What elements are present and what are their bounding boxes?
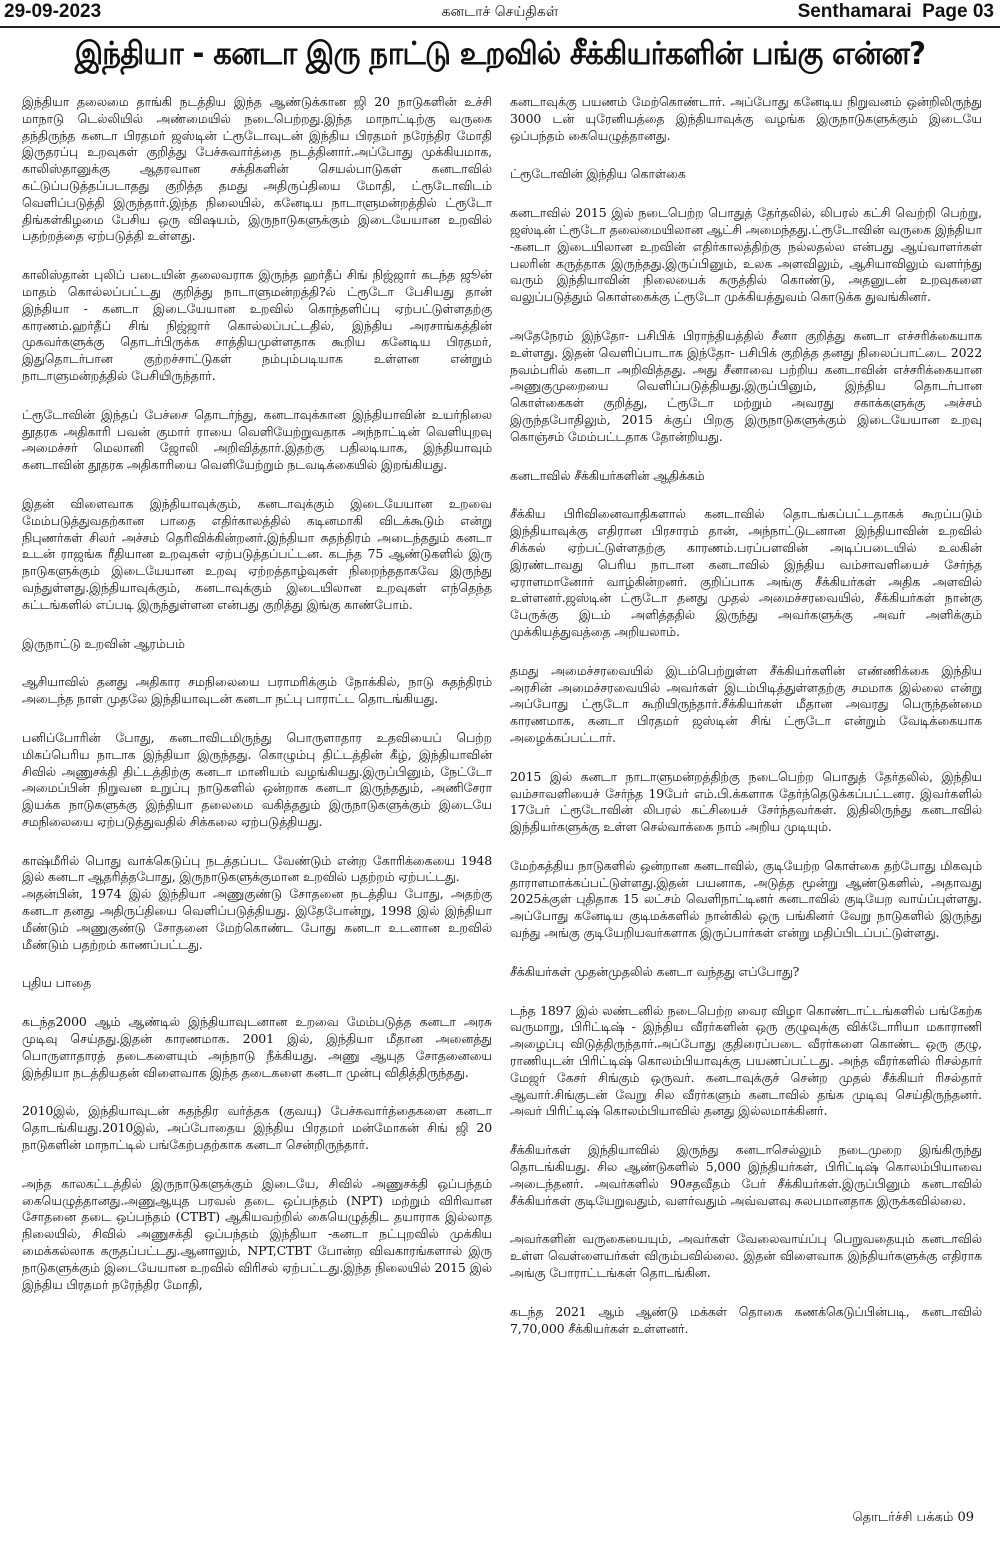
paragraph: கனடாவுக்கு பயணம் மேற்கொண்டார். அப்போது கனேடிய நிறுவனம் ஒன்றிலிருந்து 3000 டன் யுரேனியத்தை இந்தியாவுக்கு வழங்க இருநாடுகளுக்கும் இடையே ஒப்பந்தம் கையெழுத்தானது. (510, 94, 982, 143)
publication-name: Senthamarai (797, 1, 912, 22)
paragraph: மேற்கத்திய நாடுகளில் ஒன்றான கனடாவில், குடியேற்ற கொள்கை தற்போது மிகவும் தாராளமாக்கப்பட்டுள்ளது.இதன் பயனாக, அடுத்த மூன்று ஆண்டுகளில், அதாவது 2025க்குள் புதிதாக 15 லட்சம் வெளிநாட்டினர் கனடாவில் குடியேற வாய்ப்புள்ளது. அப்போது கனேடிய குடிமக்களில் நான்கில் ஒரு பங்கினர் வேறு நாடுகளில் இருந்து வந்து அங்கு குடியேறியவர்களாக இருப்பார்கள் என்று மதிப்பிடப்பட்டுள்ளது. (510, 857, 982, 941)
paragraph: ட்ரூடோவின் இந்தப் பேச்சை தொடர்ந்து, கனடாவுக்கான இந்தியாவின் உயர்நிலை தூதரக அதிகாரி பவன் குமார் ராயை வெளியேற்றுவதாக அந்நாட்டின் வெளியுறவு அமைச்சர் மெலானி ஜோலி அறிவித்தார்.இதற்கு பதிலடியாக, இந்தியாவும் கனடாவின் தூதரக அதிகாரியை வெளியேற்றும் நடவடிக்கையில் இறங்கியது. (22, 406, 492, 473)
paragraph: 2010இல், இந்தியாவுடன் சுதந்திர வர்த்தக (குவயு) பேச்சுவார்த்தைகளை கனடா தொடங்கியது.2010இல், அப்போதைய இந்திய பிரதமர் மன்மோகன் சிங் ஜி 20 நாடுகளின் மாநாட்டில் பங்கேற்பதற்காக கனடா சென்றிருந்தார். (22, 1103, 492, 1153)
paragraph: சீக்கியர்கள் இந்தியாவில் இருந்து கனடாசெல்லும் நடைமுறை இங்கிருந்து தொடங்கியது. சில ஆண்டுகளில் 5,000 இந்தியர்கள், பிரிட்டிஷ் கொலம்பியாவை அடைந்தனர். அவர்களில் 90சதவீதம் பேர் சீக்கியர்கள்.இருப்பினும் கனடாவில் சீக்கியர்கள் குடியேறுவதும், வளர்வதும் அவ்வளவு சுலபமானதாக இருக்கவில்லை. (510, 1142, 982, 1208)
subheading: இருநாட்டு உறவின் ஆரம்பம் (22, 635, 185, 651)
paragraph: பனிப்போரின் போது, கனடாவிடமிருந்து பொருளாதார உதவியைப் பெற்ற மிகப்பெரிய நாடாக இந்தியா இருந்தது. கொழும்பு திட்டத்தின் கீழ், இந்தியாவின் சிவில் அணுசக்தி திட்டத்திற்கு கனடா மானியம் வழங்கியது.இருப்பினும், நேட்டோ அமைப்பின் நிறுவன உறுப்பு நாடுகளில் ஒன்றாக கனடா இருந்ததும், அணிசேரா இயக்க நாடுகளுக்கு இந்தியா தலைமை வகித்ததும் இருநாடுகளுக்கும் இடையே சமநிலையை ஏற்படுத்துவதில் சிக்கலை ஏற்படுத்தியது. (22, 729, 492, 829)
paragraph: இந்தியா தலைமை தாங்கி நடத்திய இந்த ஆண்டுக்கான ஜி 20 நாடுகளின் உச்சி மாநாடு டெல்லியில் அண்மையில் நடைபெற்றது.இந்த மாநாட்டிற்கு வருகை தந்திருந்த கனடா பிரதமர் ஜஸ்டின் ட்ரூடோவுடன் இந்திய பிரதமர் நரேந்திர மோதி இருதரப்பு உறவுகள் குறித்து பேச்சுவார்த்தை நடத்தினார்.அப்போது முக்கியமாக, காலிஸ்தானுக்கு ஆதரவான சக்திகளின் செயல்பாடுகள் கனடாவில் கட்டுப்படுத்தப்படாதது குறித்த தமது அதிருப்தியை மோதி, ட்ரூடோவிடம் வெளிப்படுத்தி இருந்தார்.இந்த நிலையில், கனேடிய நாடாளுமன்றத்தில் ட்ரூடோ திங்கள்கிழமை பேசிய ஒரு விஷயம், இருநாடுகளுக்கும் இடையேயான உறவில் பதற்றத்தை ஏற்படுத்தி உள்ளது. (22, 94, 492, 244)
paragraph: டந்த 1897 இல் லண்டனில் நடைபெற்ற வைர விழா கொண்டாட்டங்களில் பங்கேற்க வருமாறு, பிரிட்டிஷ் - இந்திய வீரர்களின் ஒரு குழுவுக்கு விக்டோரியா மகாராணி அழைப்பு விடுத்திருந்தார்.அப்போது குதிரைப்படை வீரர்களை கொண்ட ஒரு குழு, ராணியுடன் பிரிட்டிஷ் கொலம்பியாவுக்கு பயணப்பட்டது. அந்த வீரர்களில் ரிசல்தார் மேஜர் கேசர் சிங்கும் ஒருவர். கனடாவுக்குச் சென்ற முதல் சீக்கியர் ரிசல்தார் ஆவார்.சிங்குடன் வேறு சில வீரர்களும் கனடாவில் தங்க முடிவு செய்திருந்தனர். அவர் பிரிட்டிஷ் கொலம்பியாவில் தனது இல்லமாக்கினர். (510, 1002, 982, 1119)
paragraph: காஷ்மீரில் பொது வாக்கெடுப்பு நடத்தப்பட வேண்டும் என்ற கோரிக்கையை 1948 இல் கனடா ஆதரித்தபோது, இருநாடுகளுக்குமான உறவில் பதற்றம் ஏற்பட்டது. (22, 852, 492, 885)
paragraph: ஆசியாவில் தனது அதிகார சமநிலையை பராமரிக்கும் நோக்கில், நாடு சுதந்திரம் அடைந்த நாள் முதலே இந்தியாவுடன் கனடா நட்பு பாராட்ட தொடங்கியது. (22, 674, 492, 707)
paragraph: அந்த காலகட்டத்தில் இருநாடுகளுக்கும் இடையே, சிவில் அணுசக்தி ஒப்பந்தம் கையெழுத்தானது.அணுஆயுத பரவல் தடை ஒப்பந்தம் (NPT) மற்றும் விரிவான சோதனை தடை ஒப்பந்தம் (CTBT) ஆகியவற்றில் கையெழுத்திட தயாராக இல்லாத நிலையில், சிவில் அணுசக்தி ஒப்பந்தம் இந்தியா -கனடா நட்புறவில் முக்கிய மைக்கல்லாக கருதப்பட்டது.ஆனாலும், NPT,CTBT போன்ற விவகாரங்களால் இரு நாடுகளுக்கும் இடையேயான உறவில் விரிசல் ஏற்பட்டது.இந்த நிலையில் 2015 இல் இந்திய பிரதமர் நரேந்திர மோதி, (22, 1175, 492, 1292)
section-title: கனடாச் செய்திகள் (441, 4, 559, 20)
paragraph: கடந்த 2021 ஆம் ஆண்டு மக்கள் தொகை கணக்கெடுப்பின்படி, கனடாவில் 7,70,000 சீக்கியர்கள் உள்ளனர். (510, 1303, 982, 1336)
page-header (0, 0, 1000, 28)
subheading: புதிய பாதை (22, 975, 92, 991)
right-column (510, 94, 982, 1359)
paragraph: தமது அமைச்சரவையில் இடம்பெற்றுள்ள சீக்கியர்களின் எண்ணிக்கை இந்திய அரசின் அமைச்சரவையில் அவர்கள் இடம்பிடித்துள்ளதற்கு சமமாக இல்லை என்று அப்போது ட்ரூடோ கூறியிருந்தார்.சீக்கியர்கள் மீதான அவரது பெருந்தன்மை காரணமாக, கனடா பிரதமர் ஜஸ்டின் சிங் ட்ரூடோ என்றும் வேடிக்கையாக அழைக்கப்பட்டார். (510, 662, 982, 745)
paragraph: அதேநேரம் இந்தோ- பசிபிக் பிராந்தியத்தில் சீனா குறித்து கனடா எச்சரிக்கையாக உள்ளது. இதன் வெளிப்பாடாக இந்தோ- பசிபிக் குறித்த தனது நிலைப்பாட்டை 2022 நவம்பரில் கனடா அறிவித்தது. அது சீனாவை பற்றிய கனடாவின் எச்சரிக்கையான அணுகுமுறையை வெளிப்படுத்தியது.இருப்பினும், இந்திய தொடர்பான கொள்கைகள் குறித்து, ட்ரூடோ மற்றும் அவரது சகாக்களுக்கு அச்சம் இருந்தபோதிலும், 2015 க்குப் பிறகு இருநாடுகளுக்கும் இடையேயான உறவு கொஞ்சம் மேம்பட்டதாக தோன்றியது. (510, 327, 982, 444)
subheading: கனடாவில் சீக்கியர்களின் ஆதிக்கம் (510, 467, 705, 483)
paragraph: அவர்களின் வருகையையும், அவர்கள் வேலைவாய்ப்பு பெறுவதையும் கனடாவில் உள்ள வெள்ளையர்கள் விரும்பவில்லை. இதன் விளைவாக இந்தியர்களுக்கு எதிராக அங்கு போராட்டங்கள் தொடங்கின. (510, 1231, 982, 1281)
paragraph: கனடாவில் 2015 இல் நடைபெற்ற பொதுத் தேர்தலில், லிபரல் கட்சி வெற்றி பெற்று, ஜஸ்டின் ட்ரூடோ தலைமையிலான ஆட்சி அமைந்தது.ட்ரூடோவின் வருகை இந்தியா -கனடா இடையிலான உறவின் எதிர்காலத்திற்கு நல்லதல்ல என்பது ஆய்வாளர்கள் பலரின் கருத்தாக இருந்தது.இருப்பினும், உலக அளவிலும், ஆசியாவிலும் வளர்ந்து வரும் இந்தியாவின் நிலையைக் கருத்தில் கொண்டு, அதனுடன் உறவுகளை வலுப்படுத்தும் கொள்கைக்கு ட்ரூடோ முக்கியத்துவம் கொடுக்க துவங்கினர். (510, 205, 982, 305)
subheading: ட்ரூடோவின் இந்திய கொள்கை (510, 166, 686, 182)
paragraph: கடந்த2000 ஆம் ஆண்டில் இந்தியாவுடனான உறவை மேம்படுத்த கனடா அரசு முடிவு செய்தது.இதன் காரணமாக. 2001 இல், இந்தியா மீதான அனைத்து பொருளாதாரத் தடைகளையும் அந்நாடு நீக்கியது. அணு ஆயுத சோதனையை இந்தியா நடத்தியதன் விளைவாக இந்த தடைகளை கனடா முன்பு விதித்திருந்தது. (22, 1014, 492, 1080)
issue-date: 29-09-2023 (4, 1, 102, 22)
paragraph: 2015 இல் கனடா நாடாளுமன்றத்திற்கு நடைபெற்ற பொதுத் தேர்தலில், இந்திய வம்சாவளியைச் சேர்ந்த 19பேர் எம்.பி.க்களாக தேர்ந்தெடுக்கப்பட்டனர. இவர்களில் 17பேர் ட்ரூடோவின் லிபரல் கட்சியைச் சேர்ந்தவர்கள். இதிலிருந்து கனடாவில் இந்தியர்களுக்கு உள்ள செல்வாக்கை நாம் அறிய முடியும். (510, 768, 982, 835)
page-number: Page 03 (922, 1, 994, 22)
paragraph: அதன்பின், 1974 இல் இந்தியா அணுகுண்டு சோதனை நடத்திய போது, அதற்கு கனடா தனது அதிருப்தியை வெளிப்படுத்தியது. இதேபோன்று, 1998 இல் இந்தியா மீண்டும் அணுகுண்டு சோதனை மேற்கொண்ட போது கனடா உடனான உறவில் மீண்டும் பதற்றம் காணப்பட்டது. (22, 886, 492, 952)
publication-page (798, 1, 994, 23)
paragraph: காலிஸ்தான் புலிப் படையின் தலைவராக இருந்த ஹர்தீப் சிங் நிஜ்ஜார் கடந்த ஜூன் மாதம் கொல்லப்பட்டது குறித்து நாடாளுமன்றத்தி?ல் ட்ரூடோ பேசியது தான் இந்தியா - கனடா இடையேயான உறவில் கொந்தளிப்பு ஏற்பட்டுள்ளதற்கு காரணம்.ஹர்தீப் சிங் நிஜ்ஜார் கொல்லப்பட்டதில், இந்திய அரசாங்கத்தின் முகவர்களுக்கு தொடர்பிருக்க சாத்தியமுள்ளதாக கூறிய கனேடிய பிரதமர், இதுதொடர்பான குற்றச்சாட்டுகள் நம்பும்படியாக உள்ளன என்றும் நாடாளுமன்றத்தில் பேசியிருந்தார். (22, 267, 492, 383)
paragraph: சீக்கிய பிரிவினைவாதிகளால் கனடாவில் தொடங்கப்பட்டதாகக் கூறப்படும் இந்தியாவுக்கு எதிரான பிரசாரம் தான், அந்நாட்டுடனான இந்தியாவின் உறவில் சிக்கல் ஏற்பட்டுள்ளதற்கு காரணம்.பரப்பளவின் அடிப்படையில் உலகின் இரண்டாவது பெரிய நாடான கனடாவில் இந்திய வம்சாவளியைச் சேர்ந்த ஏராளமானோர் வாழ்கின்றனர். குறிப்பாக அங்கு சீக்கியர்கள் அதிக அளவில் உள்ளனர்.ஜஸ்டின் ட்ரூடோ தனது முதல் அமைச்சரவையில், சீக்கியர்கள் நான்கு பேருக்கு இடம் அளித்ததில் இருந்து அவர்களுக்கு அவர் அளிக்கும் முக்கியத்துவத்தை அறியலாம். (510, 506, 982, 639)
continued-note: தொடர்ச்சி பக்கம் 09 (852, 1510, 974, 1525)
paragraph: இதன் விளைவாக இந்தியாவுக்கும், கனடாவுக்கும் இடையேயான உறவை மேம்படுத்துவதற்கான பாதை எதிர்காலத்தில் கடினமாகி விடக்கூடும் என்று நிபுணர்கள் சிலர் அச்சம் தெரிவிக்கின்றனர்.இந்தியா சுதந்திரம் அடைந்ததும் கனடா உடன் ராஜங்க ரீதியான உறவுகள் ஏற்படுத்தப்பட்டன. கடந்த 75 ஆண்டுகளில் இரு நாடுகளுக்கும் இடையேயான உறவு ஏற்றத்தாழ்வுகள் நிறைந்ததாகவே இருந்து வந்துள்ளது.இந்தியாவுக்கும், கனடாவுக்கும் இடையிலான உறவுகள் எந்தெந்த கட்டங்களில் எப்படி இருந்துள்ளன என்பது குறித்து இங்கு காண்போம். (22, 495, 492, 612)
left-column (22, 94, 492, 1315)
headline: இந்தியா - கனடா இரு நாட்டு உறவில் சீக்கியர்களின் பங்கு என்ன? (74, 34, 926, 72)
subheading: சீக்கியர்கள் முதன்முதலில் கனடா வந்தது எப்போது? (510, 963, 800, 979)
